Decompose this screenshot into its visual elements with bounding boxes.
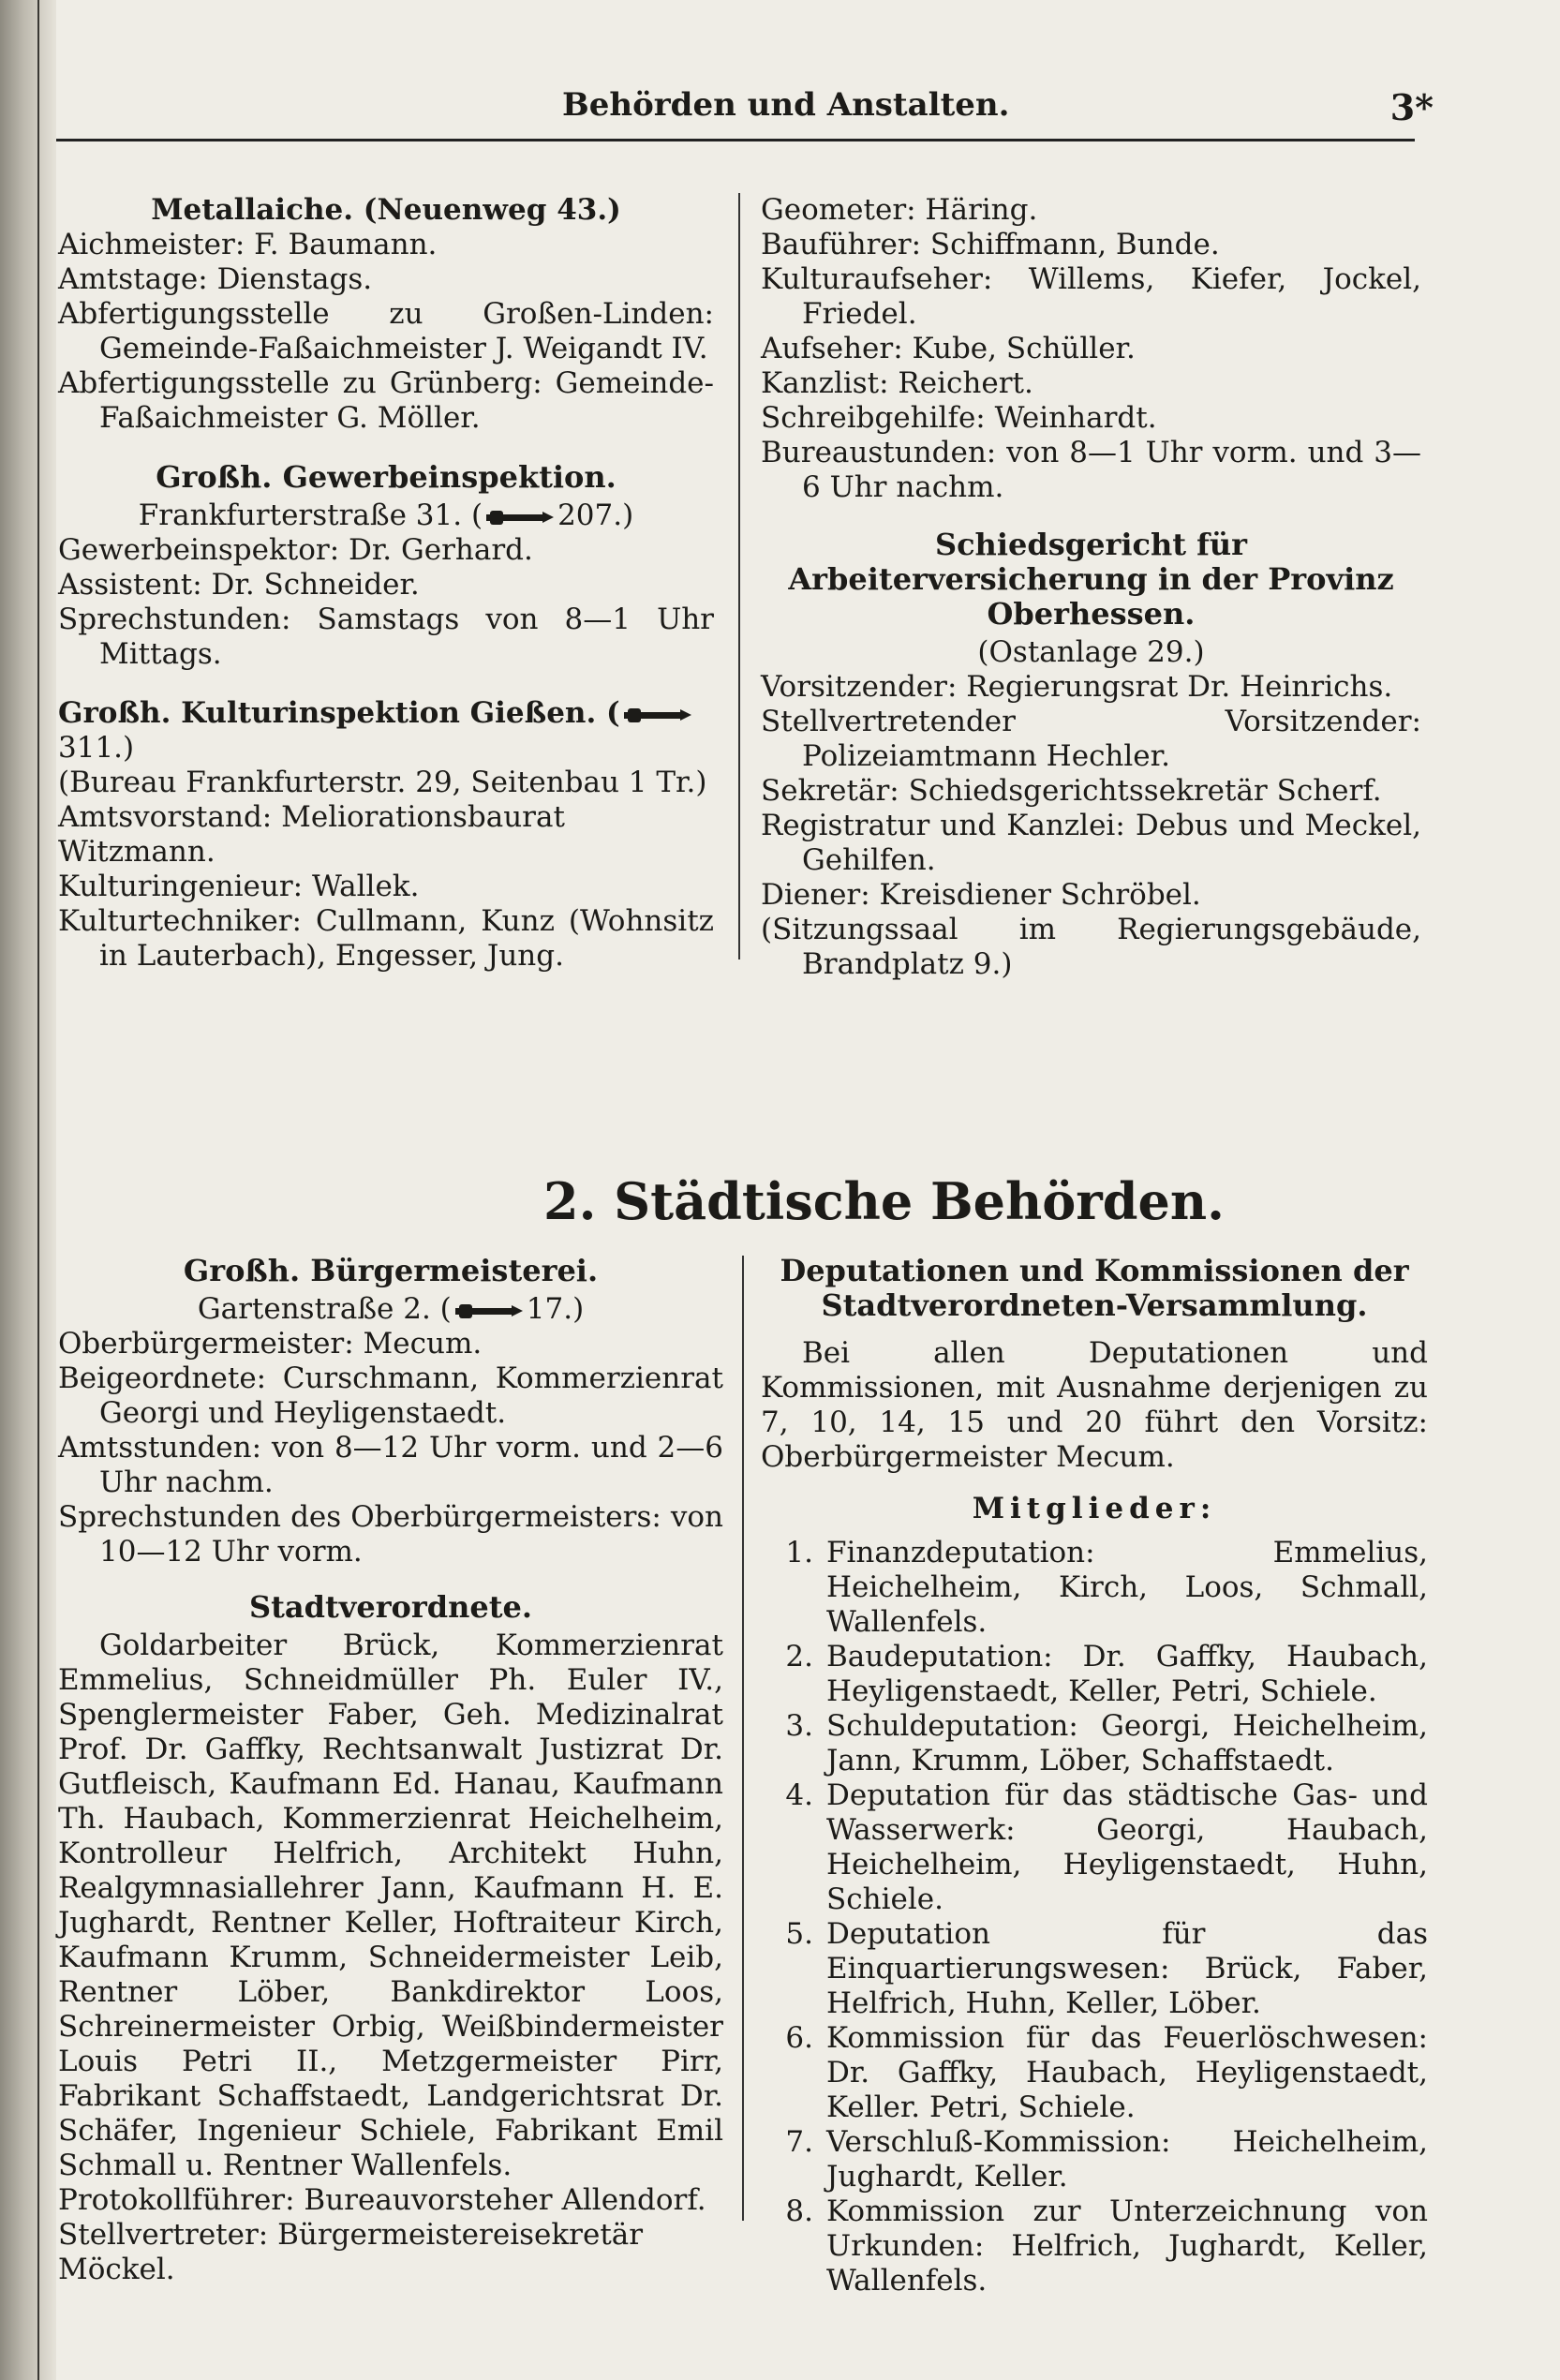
stadtverordnete-text: Goldarbeiter Brück, Kommerzienrat Emmelius, Schneidmüller Ph. Euler IV., Spenglermeister Faber, Geh. Medizinalrat Prof. Dr. Gaffky, Rechtsanwalt Justizrat Dr. Gutfleisch, Kaufmann Ed. Hanau, Kaufmann Th. Haubach, Kommerzienrat Heichelheim, Kontrolleur Helfrich, Architekt Huhn, Realgymnasiallehrer Jann, Kaufmann H. E. Jughardt, Rentner Keller, Hoftraiteur Kirch, Kaufmann Krumm, Schneidermeister Leib, Rentner Löber, Bankdirektor Loos, Schreinermeister Orbig, Weißbindermeister Louis Petri II., Metzgermeister Pirr, Fabrikant Schaffstaedt, Landgerichtsrat Dr. Schäfer, Ingenieur Schiele, Fabrikant Emil Schmall u. Rentner Wallenfels. (58, 1629, 723, 2182)
staff-line: Kanzlist: Reichert. (761, 366, 1033, 400)
buerger-line: Beigeordnete: Curschmann, Kommerzienrat Georgi und Heyligenstaedt. (58, 1361, 723, 1430)
buerger-line: Oberbürgermeister: Mecum. (58, 1327, 483, 1361)
staff-line: Aufseher: Kube, Schüller. (761, 332, 1136, 365)
item-number: 7. (785, 2125, 813, 2159)
telephone-icon (624, 706, 691, 724)
left-bottom-column (58, 1254, 723, 2287)
schieds-line: Diener: Kreisdiener Schröbel. (761, 878, 1201, 912)
list-item (761, 2194, 1428, 2298)
item-number: 2. (785, 1640, 813, 1673)
list-item (761, 1536, 1428, 1640)
kultur-line: Amtsvorstand: Meliorationsbaurat Witzmann. (58, 800, 565, 869)
deputationen-intro: Bei allen Deputationen und Kommissionen, mit Ausnahme derjenigen zu 7, 10, 14, 15 und 20 führt den Vorsitz: Oberbürgermeister Mecum. (761, 1336, 1428, 1474)
buerger-address-line: Gartenstraße 2. ( 17.) (197, 1292, 585, 1326)
kultur-line: (Bureau Frankfurterstr. 29, Seitenbau 1 Tr.) (58, 766, 707, 799)
binding-shadow (0, 0, 56, 2380)
telephone-icon (455, 1302, 523, 1320)
metall-line: Abfertigungsstelle zu Grünberg: Gemeinde-Faßaichmeister G. Möller. (58, 366, 714, 435)
gewerbe-phone: 207.) (557, 498, 634, 532)
list-item (761, 1778, 1428, 1917)
item-number: 1. (785, 1536, 813, 1569)
staff-line: Bureaustunden: von 8—1 Uhr vorm. und 3—6 Uhr nachm. (761, 436, 1421, 504)
gutter-edge (37, 0, 39, 2380)
schieds-address: (Ostanlage 29.) (977, 635, 1205, 669)
right-bottom-column (761, 1254, 1428, 2298)
list-item (761, 1640, 1428, 1709)
deputationen-title: Deputationen und Kommissionen der Stadtverordneten-Versammlung. (780, 1253, 1409, 1323)
metallaiche-title: Metallaiche. (Neuenweg 43.) (151, 193, 621, 227)
item-text: Baudeputation: Dr. Gaffky, Haubach, Heyligenstaedt, Keller, Petri, Schiele. (826, 1640, 1428, 1708)
stadtverordnete-title: Stadtverordnete. (248, 1589, 533, 1625)
left-top-column (58, 193, 714, 974)
stadtv-line: Protokollführer: Bureauvorsteher Allendorf. (58, 2183, 706, 2217)
schieds-line: Vorsitzender: Regierungsrat Dr. Heinrichs. (761, 670, 1393, 704)
item-number: 8. (785, 2194, 813, 2228)
kultur-title-line: Großh. Kulturinspektion Gießen. (311.) (58, 696, 714, 766)
column-divider-top (738, 193, 740, 959)
list-item (761, 1709, 1428, 1778)
gewerbe-address-line: Frankfurterstraße 31. ( 207.) (138, 498, 634, 532)
staff-line: Geometer: Häring. (761, 193, 1038, 227)
staff-line: Kulturaufseher: Willems, Kiefer, Jockel, Friedel. (761, 262, 1421, 331)
item-number: 5. (785, 1917, 813, 1951)
schieds-title: Schiedsgericht für Arbeiterversicherung in der Provinz Oberhessen. (788, 527, 1394, 632)
item-text: Deputation für das Einquartierungswesen: Brück, Faber, Helfrich, Huhn, Keller, Löber. (826, 1917, 1428, 2020)
item-text: Finanzdeputation: Emmelius, Heichelheim, Kirch, Loos, Schmall, Wallenfels. (826, 1536, 1428, 1639)
item-text: Deputation für das städtische Gas- und Wasserwerk: Georgi, Haubach, Heichelheim, Heyligenstaedt, Huhn, Schiele. (826, 1778, 1428, 1916)
item-text: Kommission für das Feuerlöschwesen: Dr. Gaffky, Haubach, Heyligenstaedt, Keller. Petri, Schiele. (826, 2021, 1428, 2124)
item-number: 3. (785, 1709, 813, 1743)
item-text: Verschluß-Kommission: Heichelheim, Jughardt, Keller. (826, 2125, 1428, 2194)
gewerbe-line: Sprechstunden: Samstags von 8—1 Uhr Mittags. (58, 602, 714, 671)
list-item (761, 2125, 1428, 2194)
schieds-line: (Sitzungssaal im Regierungsgebäude, Brandplatz 9.) (761, 913, 1421, 981)
staff-line: Schreibgehilfe: Weinhardt. (761, 401, 1157, 435)
column-divider-bottom (742, 1256, 744, 2221)
gewerbe-line: Assistent: Dr. Schneider. (58, 568, 420, 602)
staff-line: Bauführer: Schiffmann, Bunde. (761, 228, 1220, 261)
kultur-line: Kulturingenieur: Wallek. (58, 870, 420, 903)
running-header (56, 86, 1434, 142)
header-rule (56, 139, 1415, 141)
schieds-line: Stellvertretender Vorsitzender: Polizeiamtmann Hechler. (761, 705, 1421, 773)
page-number: 3* (1389, 86, 1434, 128)
item-number: 4. (785, 1778, 813, 1812)
metall-line: Aichmeister: F. Baumann. (58, 228, 438, 261)
item-number: 6. (785, 2021, 813, 2055)
gewerbe-title: Großh. Gewerbeinspektion. (156, 459, 617, 495)
section-title: 2. Städtische Behörden. (543, 1171, 1225, 1231)
mitglieder-heading: Mitglieder: (972, 1492, 1217, 1525)
metall-line: Abfertigungsstelle zu Großen-Linden: Gemeinde-Faßaichmeister J. Weigandt IV. (58, 297, 714, 365)
kultur-title: Großh. Kulturinspektion Gießen. (58, 696, 597, 730)
gewerbe-address: Frankfurterstraße 31. (138, 498, 463, 532)
header-title: Behörden und Anstalten. (562, 86, 1010, 124)
right-top-column (761, 193, 1421, 982)
schieds-line: Registratur und Kanzlei: Debus und Meckel, Gehilfen. (761, 809, 1421, 877)
kultur-line: Kulturtechniker: Cullmann, Kunz (Wohnsitz in Lauterbach), Engesser, Jung. (58, 904, 714, 973)
metall-line: Amtstage: Dienstags. (58, 262, 373, 296)
stadtv-line: Stellvertreter: Bürgermeistereisekretär Möckel. (58, 2218, 644, 2286)
telephone-icon (486, 508, 554, 527)
buerger-address: Gartenstraße 2. (197, 1292, 431, 1326)
list-item (761, 1917, 1428, 2021)
buerger-line: Amtsstunden: von 8—12 Uhr vorm. und 2—6 Uhr nachm. (58, 1431, 723, 1499)
buerger-line: Sprechstunden des Oberbürgermeisters: von 10—12 Uhr vorm. (58, 1500, 723, 1569)
kultur-phone: 311.) (58, 731, 135, 765)
item-text: Kommission zur Unterzeichnung von Urkunden: Helfrich, Jughardt, Keller, Wallenfels. (826, 2194, 1428, 2298)
buergermeisterei-title: Großh. Bürgermeisterei. (183, 1253, 599, 1288)
schieds-line: Sekretär: Schiedsgerichtssekretär Scherf. (761, 774, 1382, 808)
list-item (761, 2021, 1428, 2125)
item-text: Schuldeputation: Georgi, Heichelheim, Jann, Krumm, Löber, Schaffstaedt. (826, 1709, 1428, 1778)
gewerbe-line: Gewerbeinspektor: Dr. Gerhard. (58, 533, 533, 567)
buerger-phone: 17.) (526, 1292, 585, 1326)
